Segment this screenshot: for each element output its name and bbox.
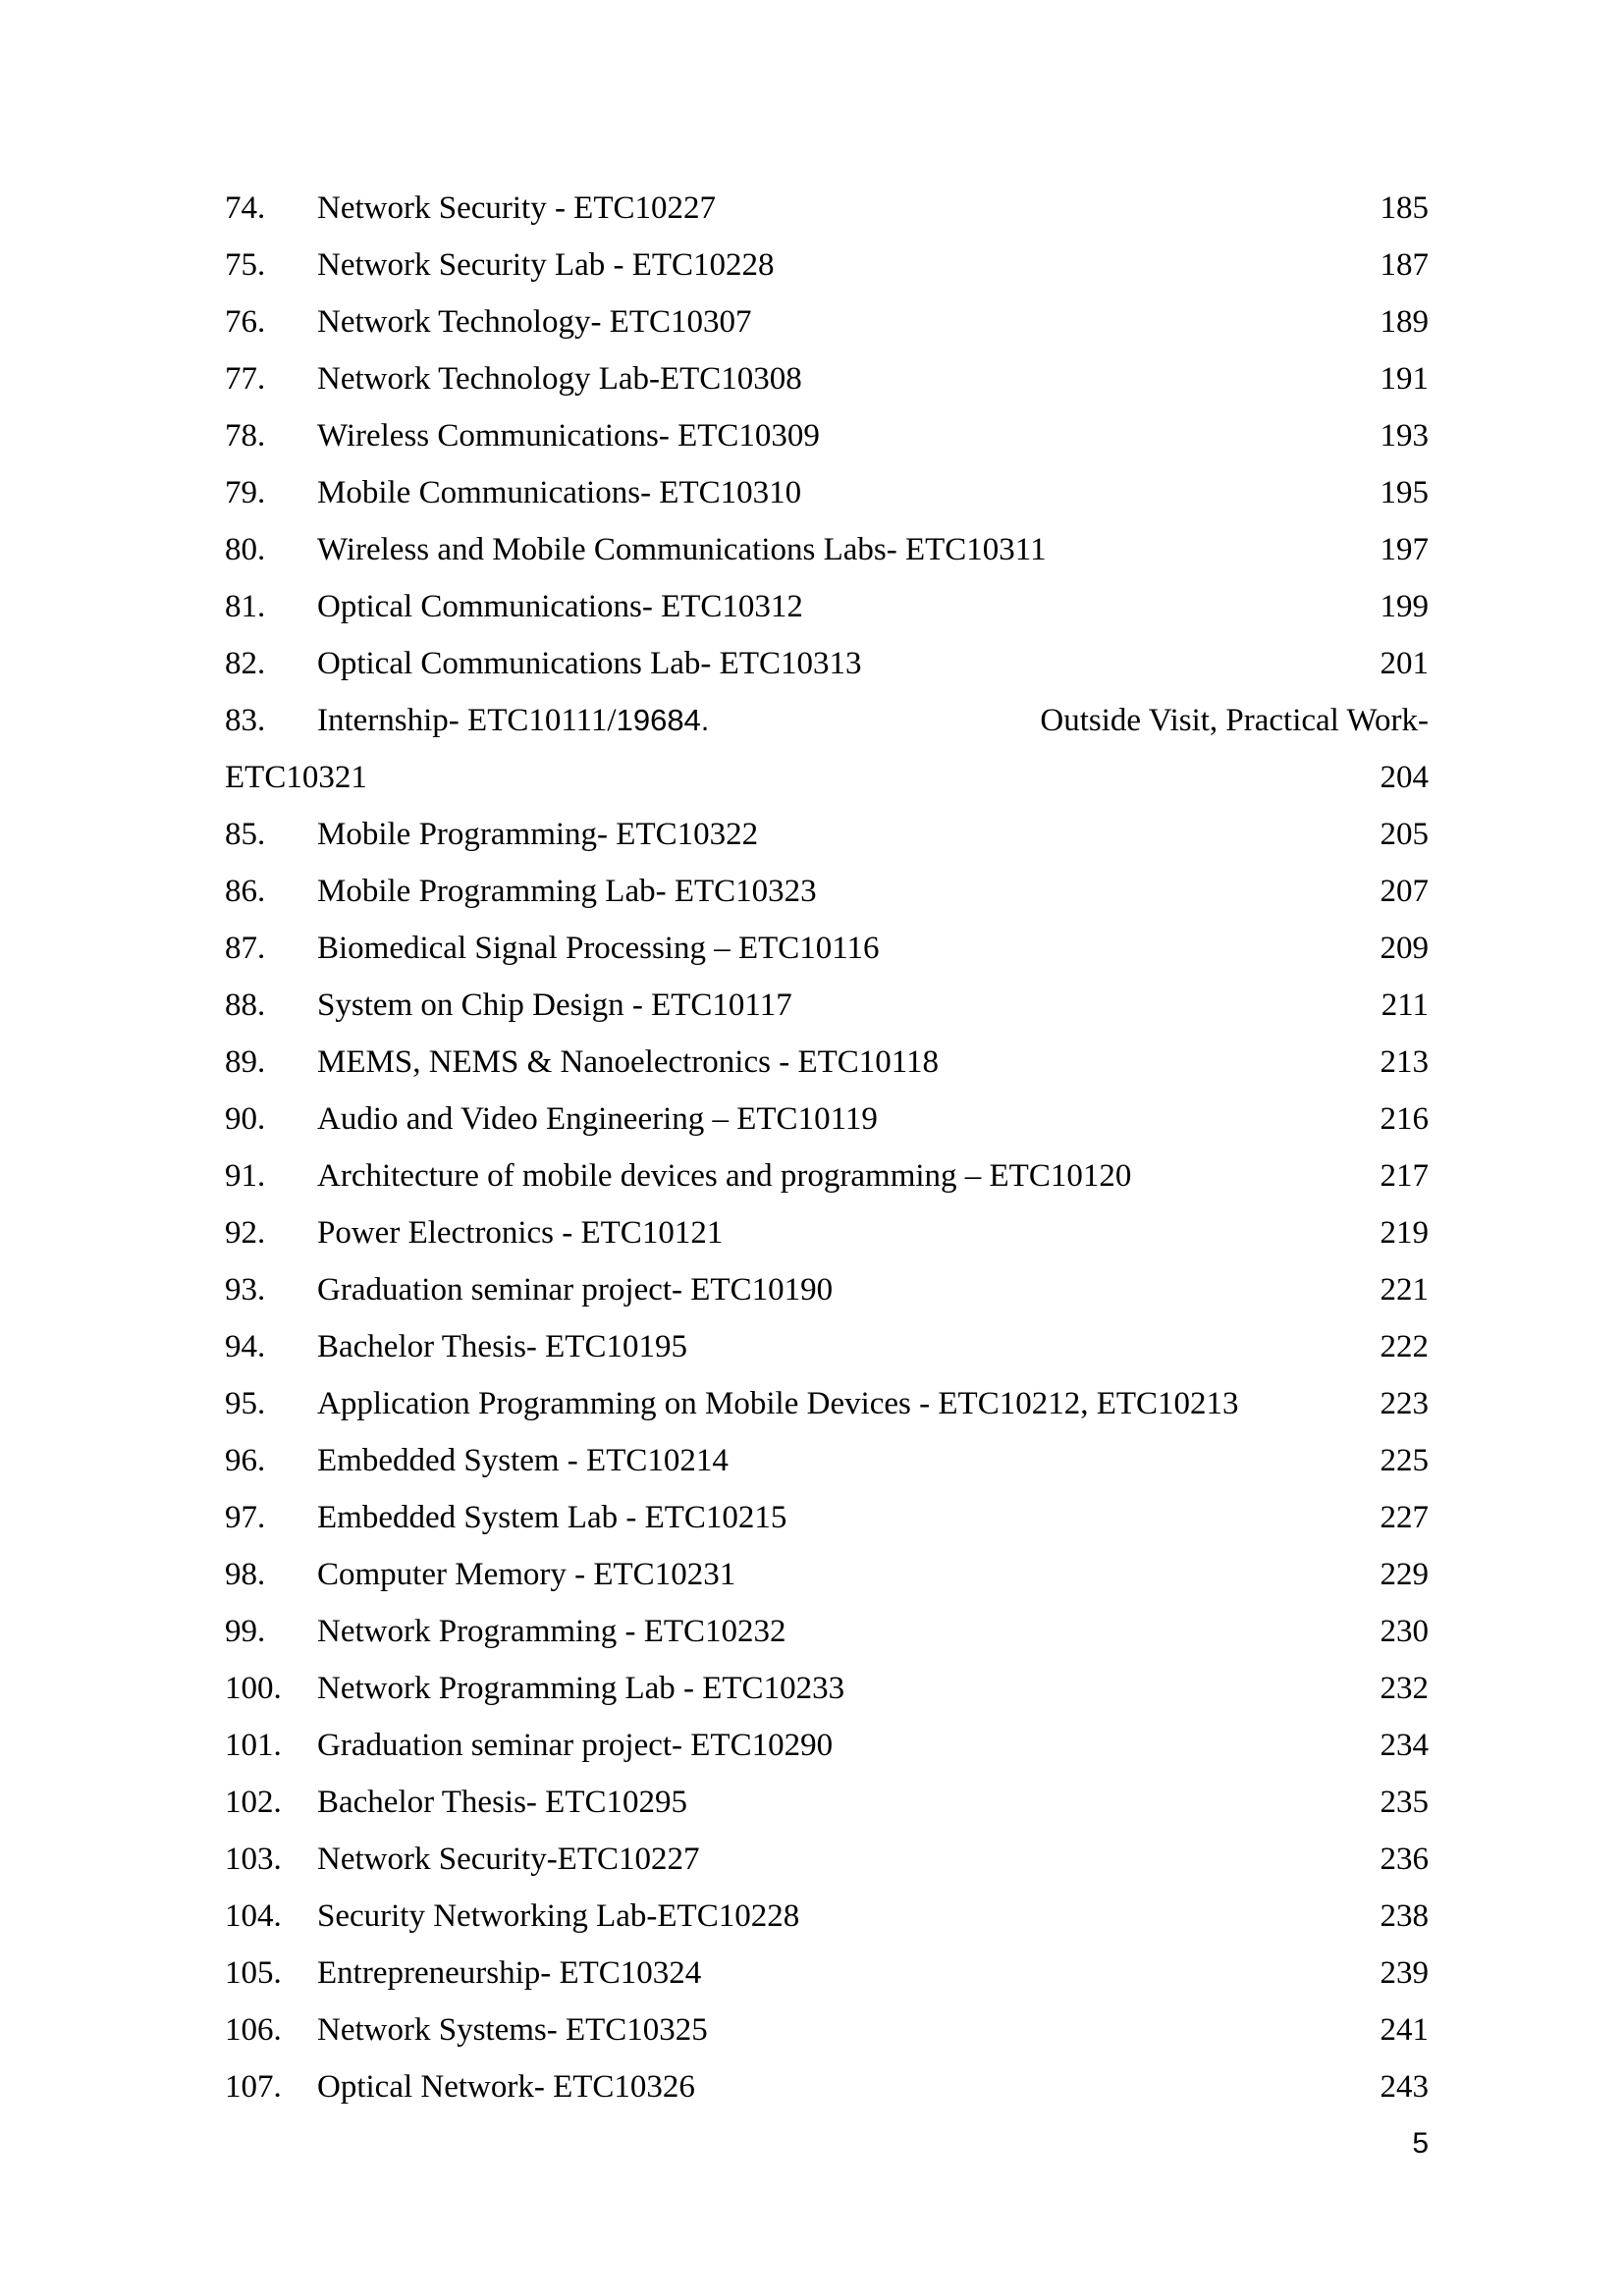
- toc-entry-page-number: 189: [1380, 304, 1429, 340]
- toc-entry-title: Network Security-ETC10227: [317, 1842, 700, 1877]
- toc-entry: [225, 1375, 1429, 1432]
- toc-entry-page-number: 227: [1380, 1500, 1429, 1535]
- toc-entry-page-number: 239: [1380, 1955, 1429, 1991]
- toc-entry-number: 83.: [225, 703, 266, 738]
- toc-entry-title: Embedded System Lab - ETC10215: [317, 1500, 787, 1535]
- toc-entry-number: 88.: [225, 988, 266, 1023]
- toc-entry-page-number: 197: [1380, 532, 1429, 567]
- toc-entry: [225, 521, 1429, 578]
- toc-entry-title: Network Programming - ETC10232: [317, 1614, 786, 1649]
- toc-entry-page-number: 195: [1380, 475, 1429, 510]
- toc-entry-number: 91.: [225, 1158, 266, 1194]
- toc-entry-page-number: 229: [1380, 1557, 1429, 1592]
- toc-entry: [225, 464, 1429, 521]
- toc-entry-number: 103.: [225, 1842, 282, 1877]
- toc-entry: [225, 1318, 1429, 1375]
- toc-entry-title: Network Systems- ETC10325: [317, 2012, 708, 2048]
- toc-entry-page-number: 223: [1380, 1386, 1429, 1421]
- toc-entry: [225, 350, 1429, 407]
- toc-entry: [225, 1774, 1429, 1831]
- toc-entry-title: Optical Communications- ETC10312: [317, 589, 803, 624]
- toc-entry-page-number: 185: [1380, 190, 1429, 226]
- toc-entry-title: Biomedical Signal Processing – ETC10116: [317, 931, 880, 966]
- toc-entry-title: Network Programming Lab - ETC10233: [317, 1671, 845, 1706]
- toc-entry-title: Security Networking Lab-ETC10228: [317, 1898, 800, 1934]
- toc-entry-title: Network Security - ETC10227: [317, 190, 717, 226]
- toc-entry: [225, 1091, 1429, 1148]
- toc-entry-number: 97.: [225, 1500, 266, 1535]
- toc-entry-title-code-sans: 19684.: [616, 703, 710, 737]
- toc-entry-title: Entrepreneurship- ETC10324: [317, 1955, 702, 1991]
- toc-entry: [225, 237, 1429, 294]
- toc-entry-title: Optical Network- ETC10326: [317, 2069, 695, 2105]
- toc-entry-number: 75.: [225, 247, 266, 283]
- toc-entry-number: 87.: [225, 931, 266, 966]
- toc-entry-number: 74.: [225, 190, 266, 226]
- toc-entry-number: 93.: [225, 1272, 266, 1308]
- toc-entry-number: 89.: [225, 1044, 266, 1080]
- toc-entry-page-number: 232: [1380, 1671, 1429, 1706]
- toc-entry-page-number: 225: [1380, 1443, 1429, 1478]
- toc-entry: [225, 1831, 1429, 1888]
- toc-entry-continuation-text: ETC10321: [225, 760, 367, 795]
- toc-entry-number: 78.: [225, 418, 266, 454]
- toc-entry-number: 96.: [225, 1443, 266, 1478]
- toc-entry-number: 82.: [225, 646, 266, 681]
- toc-entry-number: 94.: [225, 1329, 266, 1364]
- toc-entry-page-number: 243: [1380, 2069, 1429, 2105]
- toc-entry: [225, 1489, 1429, 1546]
- toc-entry-number: 76.: [225, 304, 266, 340]
- toc-entry-number: 95.: [225, 1386, 266, 1421]
- toc-entry-title: Power Electronics - ETC10121: [317, 1215, 724, 1251]
- toc-entry: [225, 1660, 1429, 1717]
- toc-entry-title-left-text: Internship- ETC10111/: [317, 703, 617, 738]
- toc-entry-page-number: 209: [1380, 931, 1429, 966]
- toc-entry-page-number: 236: [1380, 1842, 1429, 1877]
- toc-entry-page-number: 221: [1380, 1272, 1429, 1308]
- toc-entry: [225, 1888, 1429, 1945]
- toc-entry-page-number: 241: [1380, 2012, 1429, 2048]
- toc-entry-page-number: 211: [1380, 988, 1429, 1023]
- toc-entry: [225, 1432, 1429, 1489]
- toc-entry-number: 79.: [225, 475, 266, 510]
- toc-entry-number: 77.: [225, 361, 266, 397]
- toc-entry-title: Graduation seminar project- ETC10190: [317, 1272, 834, 1308]
- toc-entry-page-number: 235: [1380, 1785, 1429, 1820]
- toc-entry: [225, 749, 1429, 806]
- toc-entry: [225, 692, 1429, 749]
- toc-entry-title-right: Outside Visit, Practical Work-: [1040, 703, 1429, 738]
- toc-entry-number: 107.: [225, 2069, 282, 2105]
- toc-entry-number: 90.: [225, 1101, 266, 1137]
- toc-entry-page-number: 222: [1380, 1329, 1429, 1364]
- toc-entry-title: Bachelor Thesis- ETC10295: [317, 1785, 687, 1820]
- toc-entry-title-left: [317, 692, 709, 749]
- toc-entry-title: Network Security Lab - ETC10228: [317, 247, 775, 283]
- toc-entry-number: 80.: [225, 532, 266, 567]
- toc-entry-page-number: 213: [1380, 1044, 1429, 1080]
- toc-entry-number: 100.: [225, 1671, 282, 1706]
- toc-entry: [225, 1034, 1429, 1091]
- toc-entry-number: 81.: [225, 589, 266, 624]
- toc-entry-title: Mobile Programming- ETC10322: [317, 817, 759, 852]
- footer-page-number: 5: [1412, 2127, 1429, 2160]
- toc-entry-title: Audio and Video Engineering – ETC10119: [317, 1101, 878, 1137]
- table-of-contents: [225, 180, 1429, 2115]
- toc-entry: [225, 863, 1429, 920]
- toc-entry-title: MEMS, NEMS & Nanoelectronics - ETC10118: [317, 1044, 940, 1080]
- toc-entry: [225, 977, 1429, 1034]
- toc-entry-page-number: 205: [1380, 817, 1429, 852]
- toc-entry-number: 99.: [225, 1614, 266, 1649]
- toc-entry: [225, 180, 1429, 237]
- toc-entry-title: Mobile Communications- ETC10310: [317, 475, 802, 510]
- toc-entry: [225, 806, 1429, 863]
- toc-entry-page-number: 193: [1380, 418, 1429, 454]
- toc-entry: [225, 635, 1429, 692]
- toc-entry-title: Architecture of mobile devices and programming – ETC10120: [317, 1158, 1132, 1194]
- toc-entry: [225, 2058, 1429, 2115]
- toc-entry-title: Bachelor Thesis- ETC10195: [317, 1329, 687, 1364]
- toc-entry-number: 105.: [225, 1955, 282, 1991]
- toc-entry-number: 92.: [225, 1215, 266, 1251]
- toc-entry: [225, 1148, 1429, 1204]
- toc-entry: [225, 1945, 1429, 2002]
- toc-entry-page-number: 201: [1380, 646, 1429, 681]
- toc-entry-number: 102.: [225, 1785, 282, 1820]
- toc-entry-page-number: 217: [1380, 1158, 1429, 1194]
- toc-entry-page-number: 238: [1380, 1898, 1429, 1934]
- toc-entry-number: 101.: [225, 1728, 282, 1763]
- toc-entry-title: Graduation seminar project- ETC10290: [317, 1728, 834, 1763]
- toc-entry-page-number: 216: [1380, 1101, 1429, 1137]
- toc-entry-title: Network Technology- ETC10307: [317, 304, 752, 340]
- toc-entry-title: Optical Communications Lab- ETC10313: [317, 646, 862, 681]
- toc-entry: [225, 1603, 1429, 1660]
- toc-entry-page-number: 207: [1380, 874, 1429, 909]
- toc-entry-number: 106.: [225, 2012, 282, 2048]
- toc-entry-title: Application Programming on Mobile Devices - ETC10212, ETC10213: [317, 1386, 1239, 1421]
- toc-entry-number: 85.: [225, 817, 266, 852]
- toc-entry: [225, 1717, 1429, 1774]
- toc-entry-page-number: 230: [1380, 1614, 1429, 1649]
- toc-entry: [225, 1204, 1429, 1261]
- toc-entry: [225, 920, 1429, 977]
- toc-entry: [225, 1261, 1429, 1318]
- toc-entry-title: Wireless and Mobile Communications Labs- ETC10311: [317, 532, 1047, 567]
- toc-entry-page-number: 199: [1380, 589, 1429, 624]
- toc-entry-title: Computer Memory - ETC10231: [317, 1557, 736, 1592]
- toc-entry-number: 86.: [225, 874, 266, 909]
- toc-entry-page-number: 219: [1380, 1215, 1429, 1251]
- toc-entry: [225, 407, 1429, 464]
- toc-entry-title: Wireless Communications- ETC10309: [317, 418, 820, 454]
- toc-entry: [225, 578, 1429, 635]
- toc-entry-number: 98.: [225, 1557, 266, 1592]
- toc-entry-page-number: 204: [1380, 760, 1429, 795]
- toc-entry: [225, 1546, 1429, 1603]
- toc-entry: [225, 2002, 1429, 2058]
- toc-entry: [225, 294, 1429, 350]
- toc-entry-title: Mobile Programming Lab- ETC10323: [317, 874, 817, 909]
- toc-entry-title: Embedded System - ETC10214: [317, 1443, 729, 1478]
- toc-entry-title: Network Technology Lab-ETC10308: [317, 361, 802, 397]
- toc-entry-number: 104.: [225, 1898, 282, 1934]
- toc-entry-page-number: 234: [1380, 1728, 1429, 1763]
- toc-entry-page-number: 191: [1380, 361, 1429, 397]
- toc-entry-title: System on Chip Design - ETC10117: [317, 988, 792, 1023]
- toc-entry-page-number: 187: [1380, 247, 1429, 283]
